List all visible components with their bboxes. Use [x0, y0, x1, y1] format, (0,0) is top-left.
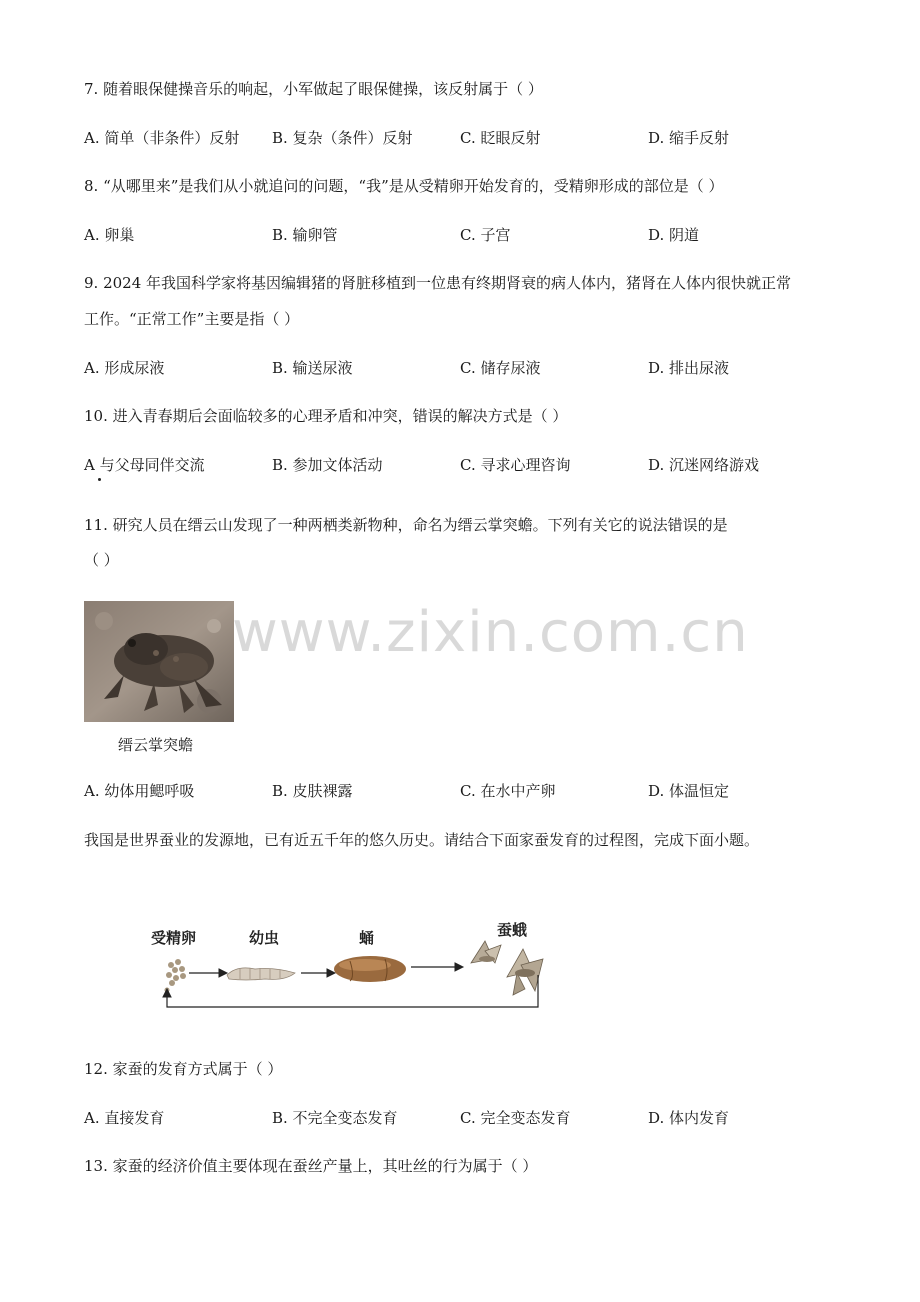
diagram-label-larva: 幼虫	[249, 929, 280, 947]
moth-icon	[471, 941, 543, 995]
q10-option-a: A 与父母同伴交流	[84, 456, 205, 474]
q11-option-a: A. 幼体用鳃呼吸	[84, 782, 195, 800]
q12-option-a: A. 直接发育	[84, 1109, 165, 1127]
q9-option-d: D. 排出尿液	[648, 359, 730, 377]
q9-stem-line1: 9. 2024 年我国科学家将基因编辑猪的肾脏移植到一位患有终期肾衰的病人体内，猪肾在人体内很快就正常	[84, 274, 792, 292]
q11-option-c: C. 在水中产卵	[460, 782, 556, 800]
q8-option-a: A. 卵巢	[84, 226, 135, 244]
q11-stem-line1: 11. 研究人员在缙云山发现了一种两栖类新物种，命名为缙云掌突蟾。下列有关它的说法错误的是	[84, 516, 728, 534]
diagram-label-moth: 蚕蛾	[497, 921, 528, 939]
diagram-label-pupa: 蛹	[359, 929, 375, 947]
q13-stem: 13. 家蚕的经济价值主要体现在蚕丝产量上，其吐丝的行为属于（ ）	[84, 1157, 538, 1175]
q7-stem: 7. 随着眼保健操音乐的响起，小军做起了眼保健操，该反射属于（ ）	[84, 80, 543, 98]
q12-stem: 12. 家蚕的发育方式属于（ ）	[84, 1060, 283, 1078]
q12-option-d: D. 体内发育	[648, 1109, 730, 1127]
q9-option-c: C. 储存尿液	[460, 359, 541, 377]
q10-stem: 10. 进入青春期后会面临较多的心理矛盾和冲突，错误的解决方式是（ ）	[84, 407, 568, 425]
q7-option-d: D. 缩手反射	[648, 129, 730, 147]
q12-option-b: B. 不完全变态发育	[272, 1109, 398, 1127]
diagram-label-egg: 受精卵	[151, 929, 197, 947]
q7-option-a: A. 简单（非条件）反射	[84, 129, 240, 147]
q9-stem-line2: 工作。“正常工作”主要是指（ ）	[84, 310, 300, 328]
watermark: www.zixin.com.cn	[232, 600, 749, 665]
q12-option-c: C. 完全变态发育	[460, 1109, 571, 1127]
q10-option-d: D. 沉迷网络游戏	[648, 456, 760, 474]
q10-option-b: B. 参加文体活动	[272, 456, 383, 474]
silkworm-lifecycle-diagram	[145, 915, 555, 1015]
q11-option-b: B. 皮肤裸露	[272, 782, 353, 800]
frog-photo-caption: 缙云掌突蟾	[118, 736, 194, 754]
larva-icon	[227, 968, 295, 980]
pupa-icon	[334, 956, 406, 982]
q11-stem-line2: （ ）	[84, 551, 119, 569]
q8-option-c: C. 子宫	[460, 226, 511, 244]
passage-text: 我国是世界蚕业的发源地，已有近五千年的悠久历史。请结合下面家蚕发育的过程图，完成下面小题。	[84, 831, 760, 849]
arrow-egg-to-larva	[189, 969, 227, 977]
q7-option-b: B. 复杂（条件）反射	[272, 129, 413, 147]
q8-option-d: D. 阴道	[648, 226, 700, 244]
q10-option-c: C. 寻求心理咨询	[460, 456, 571, 474]
arrow-larva-to-pupa	[301, 969, 335, 977]
stray-dot	[98, 478, 101, 481]
q11-option-d: D. 体温恒定	[648, 782, 730, 800]
frog-photo	[84, 601, 234, 722]
q9-option-a: A. 形成尿液	[84, 359, 165, 377]
egg-cluster-icon	[165, 959, 187, 993]
arrow-pupa-to-moth	[411, 963, 463, 971]
q9-option-b: B. 输送尿液	[272, 359, 353, 377]
q8-stem: 8. “从哪里来”是我们从小就追问的问题，“我”是从受精卵开始发育的，受精卵形成的部位是（ ）	[84, 177, 724, 195]
q7-option-c: C. 眨眼反射	[460, 129, 541, 147]
q8-option-b: B. 输卵管	[272, 226, 338, 244]
